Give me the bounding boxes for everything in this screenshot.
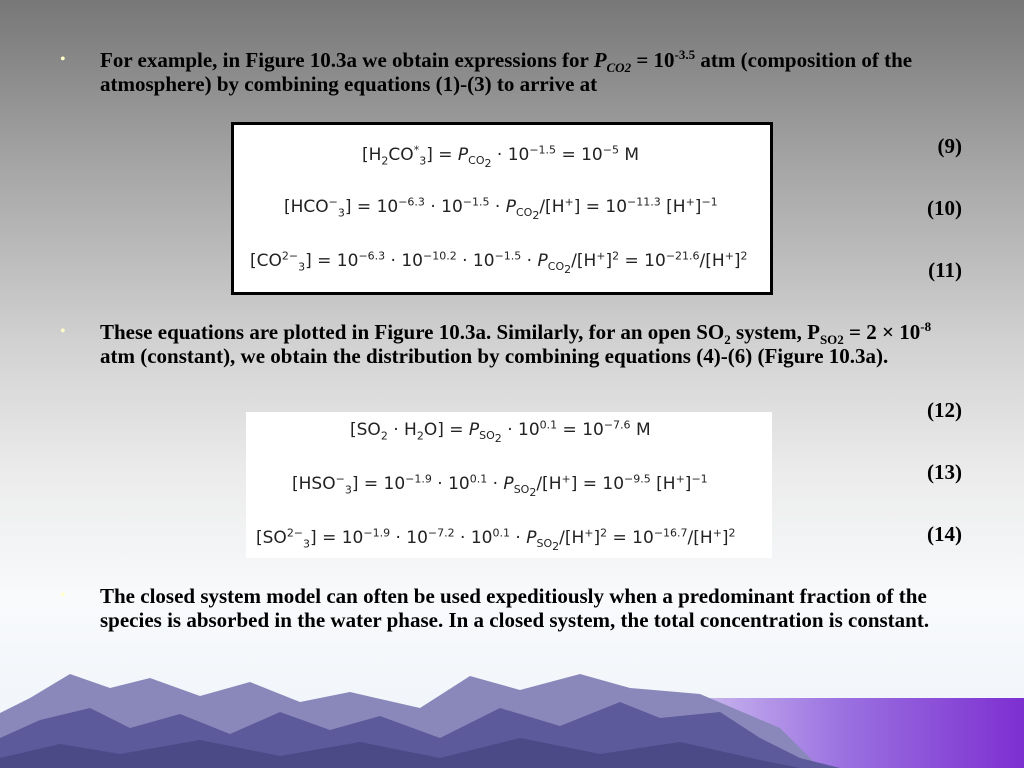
equation-number-14: (14)	[927, 522, 962, 546]
bullet-item-3	[60, 584, 960, 632]
equation-14: $[SO^{2-}_3] = 10^{-1.9} \cdot 10^{-7.2} \cdot 10^{0.1} \cdot P_{SO_2}/[H^+]^2 = 10^{-16.7}/[H^+]^2$	[256, 526, 736, 554]
bullet-dot: •	[60, 587, 66, 604]
equation-9: $[H_2CO^*_3] = P_{CO_2} \cdot 10^{-1.5} = 10^{-5}$ M	[362, 143, 640, 171]
bullet-dot: •	[60, 51, 66, 68]
so2-equations-image	[246, 412, 772, 558]
bullet-text-2: These equations are plotted in Figure 10.3a. Similarly, for an open $SO_2$ system, $P_{SO2} = 2 \times 10^{-8}$ atm (constant), we obtain the distribution by combining equations (4)-(6) (Figure 10.3a).	[100, 319, 932, 368]
bullet-text-3: The closed system model can often be used expeditiously when a predominant fraction of the species is absorbed in the water phase. In a closed system, the total concentration is constant.	[100, 584, 930, 632]
equation-13: $[HSO^-_3] = 10^{-1.9} \cdot 10^{0.1} \cdot P_{SO_2}/[H^+] = 10^{-9.5}$ $[H^+]^{-1}$	[292, 472, 708, 500]
equation-number-9: (9)	[937, 134, 962, 158]
bullet-text-1: For example, in Figure 10.3a we obtain expressions for $P_{CO2} = 10^{-3.5}$ atm (composition of the atmosphere) by combining equations (1)-(3) to arrive at	[100, 47, 913, 96]
mountain-decoration	[0, 668, 1024, 768]
equation-number-10: (10)	[927, 196, 962, 220]
bullet-item-1	[60, 48, 960, 96]
equation-11: $[CO^{2-}_3] = 10^{-6.3} \cdot 10^{-10.2} \cdot 10^{-1.5} \cdot P_{CO_2}/[H^+]^2 = 10^{-21.6}/[H^+]^2$	[250, 249, 748, 277]
equation-number-11: (11)	[928, 258, 962, 282]
equation-number-13: (13)	[927, 460, 962, 484]
co2-equations-image	[231, 122, 773, 295]
equation-12: $[SO_2 \cdot H_2O] = P_{SO_2} \cdot 10^{0.1} = 10^{-7.6}$ M	[350, 418, 651, 446]
bullet-dot: •	[60, 323, 66, 340]
equation-number-12: (12)	[927, 398, 962, 422]
equation-10: $[HCO^-_3] = 10^{-6.3} \cdot 10^{-1.5} \cdot P_{CO_2}/[H^+] = 10^{-11.3}$ $[H^+]^{-1}$	[284, 195, 718, 223]
bullet-item-2	[60, 320, 960, 368]
